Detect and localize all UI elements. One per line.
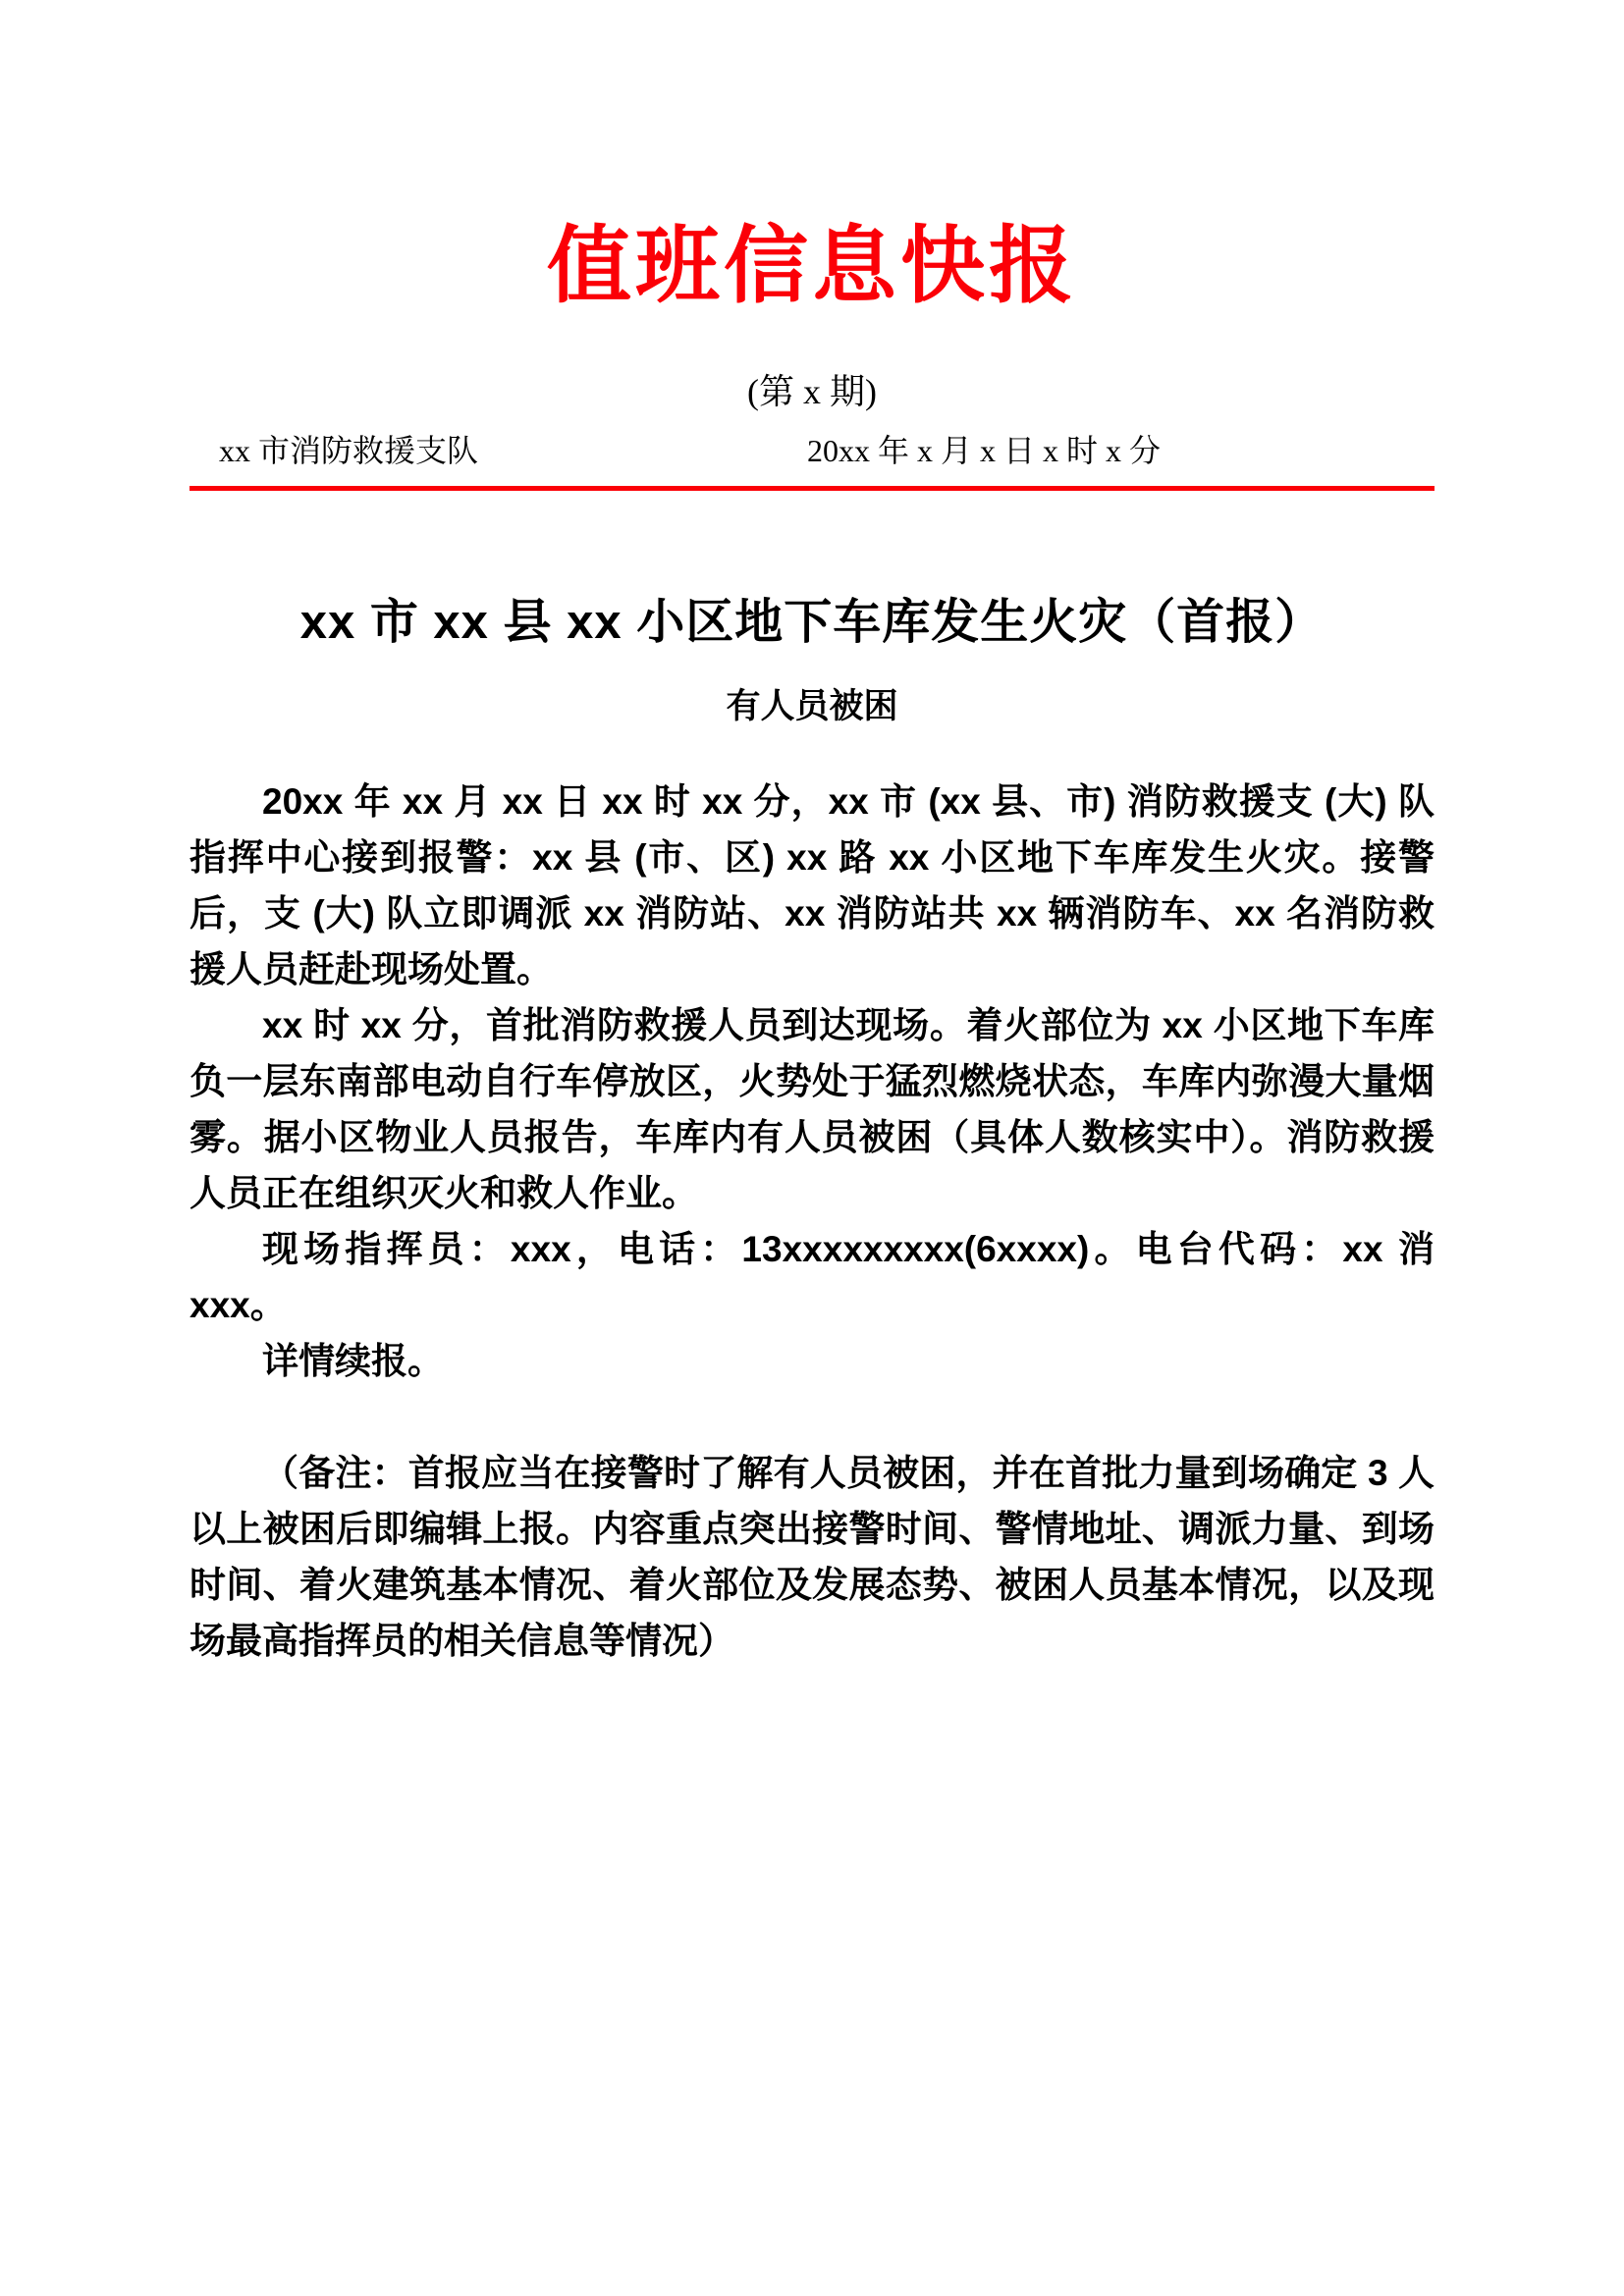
masthead-meta-row xyxy=(189,431,1435,470)
issue-number: (第 x 期) xyxy=(747,371,877,411)
paragraph-note: （备注：首报应当在接警时了解有人员被困，并在首批力量到场确定 3 人以上被困后即编辑上报。内容重点突出接警时间、警情地址、调派力量、到场时间、着火建筑基本情况、着火部位及发展态势、被困人员基本情况，以及现场最高指挥员的相关信息等情况） xyxy=(189,1452,1435,1661)
masthead xyxy=(189,0,1435,491)
masthead-divider xyxy=(189,486,1435,491)
paragraph-dispatch: 20xx 年 xx 月 xx 日 xx 时 xx 分，xx 市 (xx 县、市) 消防救援支 (大) 队指挥中心接到报警：xx 县 (市、区) xx 路 xx 小区地下车库发生火灾。接警后，支 (大) 队立即调派 xx 消防站、xx 消防站共 xx 辆消防车、xx 名消防救援人员赶赴现场处置。 xyxy=(189,780,1435,989)
issuing-unit: xx 市消防救援支队 xyxy=(219,433,479,469)
paragraph-commander: 现场指挥员：xxx，电话：13xxxxxxxxx(6xxxx)。电台代码：xx 消 xxx。 xyxy=(189,1228,1435,1325)
paragraph-followup: 详情续报。 xyxy=(262,1340,444,1381)
page-subtitle: 有人员被困 xyxy=(726,687,898,726)
issue-date: 20xx 年 x 月 x 日 x 时 x 分 xyxy=(807,433,1162,469)
document-body xyxy=(189,774,1435,1669)
masthead-title: 值班信息快报 xyxy=(547,219,1077,313)
page-title: xx 市 xx 县 xx 小区地下车库发生火灾（首报） xyxy=(299,596,1325,650)
paragraph-scene: xx 时 xx 分，首批消防救援人员到达现场。着火部位为 xx 小区地下车库负一层东南部电动自行车停放区，火势处于猛烈燃烧状态，车库内弥漫大量烟雾。据小区物业人员报告，车库内有人员被困（具体人数核实中）。消防救援人员正在组织灭火和救人作业。 xyxy=(189,1004,1435,1213)
